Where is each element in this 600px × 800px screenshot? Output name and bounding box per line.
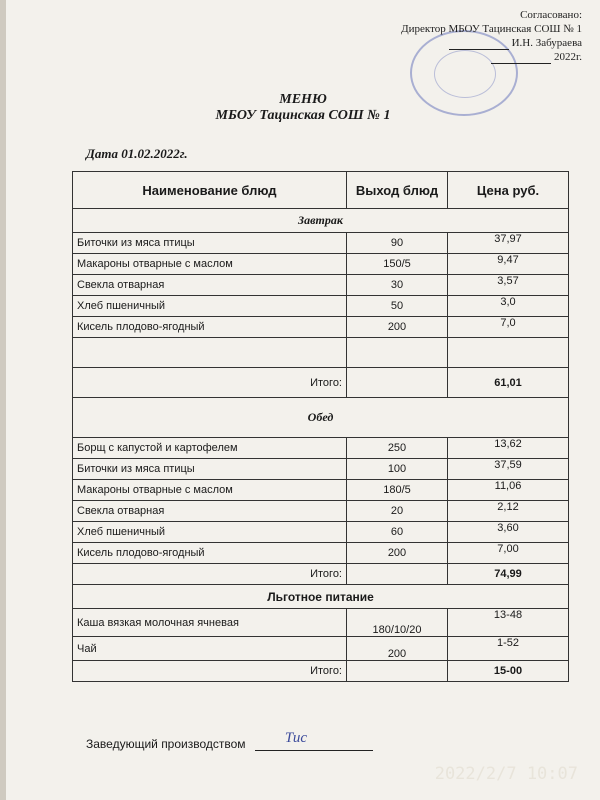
empty-cell xyxy=(347,368,448,398)
total-label: Итого: xyxy=(73,564,347,585)
table-row xyxy=(73,317,569,338)
total-row-breakfast xyxy=(73,368,569,398)
dish-name: Чай xyxy=(73,637,347,661)
approval-name: И.Н. Забураева xyxy=(511,37,582,49)
page-title xyxy=(6,92,600,124)
photo-timestamp: 2022/2/7 10:07 xyxy=(434,764,578,784)
table-row xyxy=(73,609,569,637)
dish-price: 37,59 xyxy=(448,459,569,480)
dish-qty: 180/5 xyxy=(347,480,448,501)
table-row xyxy=(73,501,569,522)
table-row xyxy=(73,480,569,501)
dish-price: 7,0 xyxy=(448,317,569,338)
empty-cell xyxy=(448,338,569,368)
dish-qty: 90 xyxy=(347,233,448,254)
table-row xyxy=(73,438,569,459)
footer-signature xyxy=(86,730,373,751)
dish-qty: 30 xyxy=(347,275,448,296)
dish-price: 11,06 xyxy=(448,480,569,501)
approval-date xyxy=(342,50,582,64)
total-value: 74,99 xyxy=(448,564,569,585)
dish-name: Кисель плодово-ягодный xyxy=(73,317,347,338)
header-name: Наименование блюд xyxy=(73,172,347,209)
approval-date-line xyxy=(491,52,551,64)
header-price: Цена руб. xyxy=(448,172,569,209)
footer-signature-line xyxy=(255,730,373,751)
total-value: 15-00 xyxy=(448,661,569,682)
approval-director: Директор МБОУ Тацинская СОШ № 1 xyxy=(401,23,582,35)
dish-price: 13-48 xyxy=(448,609,569,637)
dish-name: Свекла отварная xyxy=(73,501,347,522)
dish-qty: 150/5 xyxy=(347,254,448,275)
dish-name: Борщ с капустой и картофелем xyxy=(73,438,347,459)
dish-name: Макароны отварные с маслом xyxy=(73,480,347,501)
empty-cell xyxy=(347,661,448,682)
dish-name: Кисель плодово-ягодный xyxy=(73,543,347,564)
approval-heading: Согласовано: xyxy=(520,9,582,21)
title-school: МБОУ Тацинская СОШ № 1 xyxy=(215,108,391,123)
dish-name: Макароны отварные с маслом xyxy=(73,254,347,275)
title-menu: МЕНЮ xyxy=(279,92,327,107)
dish-price: 1-52 xyxy=(448,637,569,661)
dish-name: Биточки из мяса птицы xyxy=(73,233,347,254)
section-title-subsidized: Льготное питание xyxy=(73,585,569,609)
total-row-lunch xyxy=(73,564,569,585)
section-title-breakfast: Завтрак xyxy=(73,209,569,233)
dish-price: 3,60 xyxy=(448,522,569,543)
section-title-lunch: Обед xyxy=(73,398,569,438)
footer-label: Заведующий производством xyxy=(86,737,246,751)
dish-price: 3,0 xyxy=(448,296,569,317)
approval-block xyxy=(342,8,582,64)
dish-name: Хлеб пшеничный xyxy=(73,296,347,317)
dish-name: Свекла отварная xyxy=(73,275,347,296)
section-row xyxy=(73,209,569,233)
dish-name: Каша вязкая молочная ячневая xyxy=(73,609,347,637)
menu-date: Дата 01.02.2022г. xyxy=(86,146,188,161)
table-row xyxy=(73,459,569,480)
header-qty: Выход блюд xyxy=(347,172,448,209)
table-row xyxy=(73,522,569,543)
table-row xyxy=(73,275,569,296)
dish-price: 2,12 xyxy=(448,501,569,522)
dish-qty: 20 xyxy=(347,501,448,522)
dish-price: 9,47 xyxy=(448,254,569,275)
dish-qty: 180/10/20 xyxy=(347,609,448,637)
table-row xyxy=(73,296,569,317)
dish-qty: 50 xyxy=(347,296,448,317)
menu-table xyxy=(72,171,569,682)
dish-qty: 100 xyxy=(347,459,448,480)
dish-price: 7,00 xyxy=(448,543,569,564)
table-row xyxy=(73,637,569,661)
dish-qty: 200 xyxy=(347,317,448,338)
dish-name: Хлеб пшеничный xyxy=(73,522,347,543)
total-label: Итого: xyxy=(73,661,347,682)
empty-cell xyxy=(347,338,448,368)
dish-price: 13,62 xyxy=(448,438,569,459)
dish-qty: 60 xyxy=(347,522,448,543)
approval-signature-row xyxy=(342,36,582,50)
empty-row xyxy=(73,338,569,368)
footer-signature-text: Тис xyxy=(284,730,308,746)
table-row xyxy=(73,254,569,275)
section-row xyxy=(73,585,569,609)
dish-qty: 250 xyxy=(347,438,448,459)
dish-qty: 200 xyxy=(347,543,448,564)
dish-qty: 200 xyxy=(347,637,448,661)
table-row xyxy=(73,233,569,254)
document-page xyxy=(6,0,600,800)
section-row xyxy=(73,398,569,438)
approval-signature-line xyxy=(449,38,509,50)
empty-cell xyxy=(73,338,347,368)
total-value: 61,01 xyxy=(448,368,569,398)
total-label: Итого: xyxy=(73,368,347,398)
header-row xyxy=(73,172,569,209)
empty-cell xyxy=(347,564,448,585)
table-row xyxy=(73,543,569,564)
approval-year: 2022г. xyxy=(553,51,582,63)
dish-price: 37,97 xyxy=(448,233,569,254)
dish-price: 3,57 xyxy=(448,275,569,296)
dish-name: Биточки из мяса птицы xyxy=(73,459,347,480)
total-row-subsidized xyxy=(73,661,569,682)
